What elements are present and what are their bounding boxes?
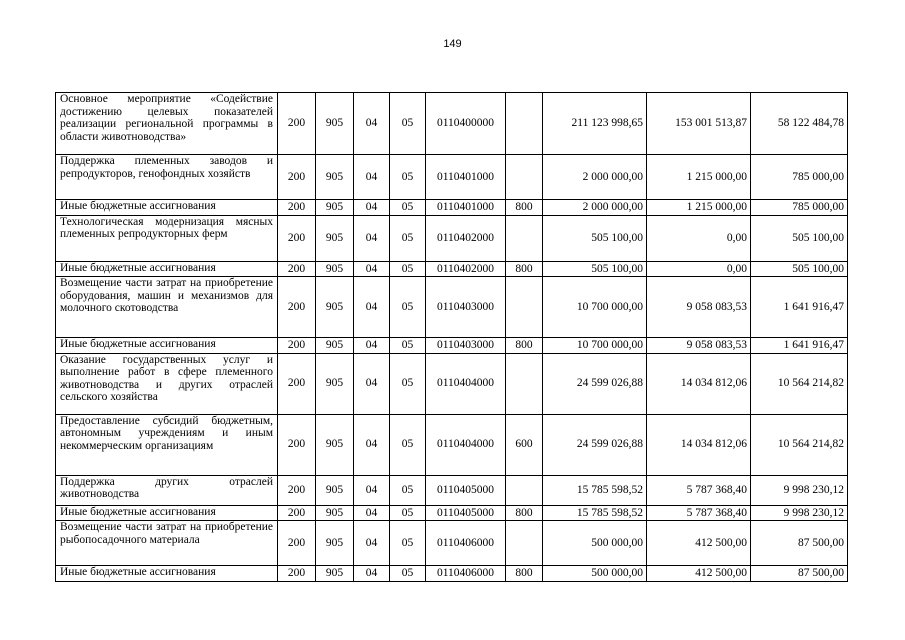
amount-remaining-cell: 58 122 484,78 [751,93,848,155]
subsection-code-cell: 05 [390,353,426,414]
amount-approved-cell: 2 000 000,00 [543,200,647,216]
amount-executed-cell: 0,00 [647,215,751,261]
amount-approved-cell: 24 599 026,88 [543,414,647,475]
status-code-cell: 200 [278,277,316,338]
section-code-cell: 04 [354,215,390,261]
row-name-cell: Поддержка других отраслей животноводства [56,475,278,505]
section-code-cell: 04 [354,505,390,521]
subsection-code-cell: 05 [390,521,426,566]
target-article-cell: 0110406000 [426,566,506,582]
target-article-cell: 0110404000 [426,414,506,475]
row-name-cell: Возмещение части затрат на приобретение оборудования, машин и механизмов для молочного скотоводства [56,277,278,338]
amount-remaining-cell: 87 500,00 [751,566,848,582]
target-article-cell: 0110402000 [426,215,506,261]
subsection-code-cell: 05 [390,261,426,277]
amount-remaining-cell: 9 998 230,12 [751,475,848,505]
status-code-cell: 200 [278,200,316,216]
section-code-cell: 04 [354,155,390,200]
status-code-cell: 200 [278,475,316,505]
amount-remaining-cell: 505 100,00 [751,215,848,261]
status-code-cell: 200 [278,338,316,354]
amount-approved-cell: 10 700 000,00 [543,338,647,354]
table-row [56,353,848,414]
ministry-code-cell: 905 [316,155,354,200]
amount-executed-cell: 412 500,00 [647,566,751,582]
expense-type-cell [506,353,543,414]
section-code-cell: 04 [354,353,390,414]
expense-type-cell [506,93,543,155]
ministry-code-cell: 905 [316,338,354,354]
target-article-cell: 0110404000 [426,353,506,414]
subsection-code-cell: 05 [390,414,426,475]
amount-executed-cell: 1 215 000,00 [647,155,751,200]
subsection-code-cell: 05 [390,277,426,338]
row-name-cell: Оказание государственных услуг и выполнение работ в сфере племенного животноводства и других отраслей сельского хозяйства [56,353,278,414]
row-name-cell: Технологическая модернизация мясных племенных репродукторных ферм [56,215,278,261]
amount-executed-cell: 412 500,00 [647,521,751,566]
table-body [56,93,848,582]
ministry-code-cell: 905 [316,277,354,338]
table-row [56,261,848,277]
subsection-code-cell: 05 [390,475,426,505]
row-name-cell: Возмещение части затрат на приобретение рыбопосадочного материала [56,521,278,566]
row-name-cell: Поддержка племенных заводов и репродукторов, генофондных хозяйств [56,155,278,200]
expense-type-cell [506,521,543,566]
expense-type-cell: 800 [506,505,543,521]
ministry-code-cell: 905 [316,475,354,505]
amount-remaining-cell: 10 564 214,82 [751,353,848,414]
amount-approved-cell: 15 785 598,52 [543,505,647,521]
subsection-code-cell: 05 [390,200,426,216]
budget-table [55,92,848,582]
ministry-code-cell: 905 [316,414,354,475]
section-code-cell: 04 [354,566,390,582]
amount-executed-cell: 1 215 000,00 [647,200,751,216]
row-name-cell: Иные бюджетные ассигнования [56,338,278,354]
subsection-code-cell: 05 [390,566,426,582]
target-article-cell: 0110400000 [426,93,506,155]
table-row [56,155,848,200]
status-code-cell: 200 [278,93,316,155]
amount-remaining-cell: 1 641 916,47 [751,277,848,338]
expense-type-cell [506,215,543,261]
target-article-cell: 0110403000 [426,338,506,354]
expense-type-cell: 800 [506,338,543,354]
section-code-cell: 04 [354,521,390,566]
section-code-cell: 04 [354,414,390,475]
table-row [56,414,848,475]
amount-approved-cell: 2 000 000,00 [543,155,647,200]
amount-executed-cell: 5 787 368,40 [647,505,751,521]
amount-executed-cell: 153 001 513,87 [647,93,751,155]
expense-type-cell: 800 [506,566,543,582]
target-article-cell: 0110403000 [426,277,506,338]
ministry-code-cell: 905 [316,261,354,277]
amount-remaining-cell: 785 000,00 [751,200,848,216]
ministry-code-cell: 905 [316,566,354,582]
amount-approved-cell: 500 000,00 [543,521,647,566]
target-article-cell: 0110405000 [426,475,506,505]
amount-approved-cell: 500 000,00 [543,566,647,582]
section-code-cell: 04 [354,338,390,354]
ministry-code-cell: 905 [316,521,354,566]
target-article-cell: 0110405000 [426,505,506,521]
subsection-code-cell: 05 [390,155,426,200]
status-code-cell: 200 [278,155,316,200]
row-name-cell: Иные бюджетные ассигнования [56,505,278,521]
status-code-cell: 200 [278,353,316,414]
target-article-cell: 0110401000 [426,155,506,200]
target-article-cell: 0110401000 [426,200,506,216]
amount-approved-cell: 505 100,00 [543,261,647,277]
ministry-code-cell: 905 [316,93,354,155]
status-code-cell: 200 [278,261,316,277]
table-row [56,505,848,521]
ministry-code-cell: 905 [316,353,354,414]
table-row [56,93,848,155]
amount-approved-cell: 505 100,00 [543,215,647,261]
section-code-cell: 04 [354,277,390,338]
amount-executed-cell: 14 034 812,06 [647,414,751,475]
subsection-code-cell: 05 [390,215,426,261]
table-row [56,521,848,566]
subsection-code-cell: 05 [390,93,426,155]
status-code-cell: 200 [278,505,316,521]
amount-remaining-cell: 1 641 916,47 [751,338,848,354]
table-row [56,566,848,582]
table-row [56,215,848,261]
table-row [56,338,848,354]
ministry-code-cell: 905 [316,215,354,261]
ministry-code-cell: 905 [316,200,354,216]
amount-executed-cell: 9 058 083,53 [647,277,751,338]
table-row [56,200,848,216]
row-name-cell: Иные бюджетные ассигнования [56,566,278,582]
subsection-code-cell: 05 [390,505,426,521]
row-name-cell: Предоставление субсидий бюджетным, автономным учреждениям и иным некоммерческим организациям [56,414,278,475]
amount-remaining-cell: 9 998 230,12 [751,505,848,521]
table-row [56,277,848,338]
expense-type-cell: 600 [506,414,543,475]
subsection-code-cell: 05 [390,338,426,354]
amount-approved-cell: 211 123 998,65 [543,93,647,155]
section-code-cell: 04 [354,261,390,277]
status-code-cell: 200 [278,521,316,566]
expense-type-cell [506,475,543,505]
amount-approved-cell: 10 700 000,00 [543,277,647,338]
page-number: 149 [443,38,462,50]
section-code-cell: 04 [354,475,390,505]
amount-executed-cell: 9 058 083,53 [647,338,751,354]
row-name-cell: Иные бюджетные ассигнования [56,261,278,277]
expense-type-cell [506,155,543,200]
ministry-code-cell: 905 [316,505,354,521]
amount-executed-cell: 14 034 812,06 [647,353,751,414]
section-code-cell: 04 [354,200,390,216]
amount-executed-cell: 5 787 368,40 [647,475,751,505]
amount-approved-cell: 24 599 026,88 [543,353,647,414]
amount-approved-cell: 15 785 598,52 [543,475,647,505]
status-code-cell: 200 [278,414,316,475]
amount-remaining-cell: 505 100,00 [751,261,848,277]
status-code-cell: 200 [278,215,316,261]
amount-executed-cell: 0,00 [647,261,751,277]
section-code-cell: 04 [354,93,390,155]
row-name-cell: Основное мероприятие «Содействие достижению целевых показателей реализации региональной программы в области животноводства» [56,93,278,155]
expense-type-cell: 800 [506,200,543,216]
row-name-cell: Иные бюджетные ассигнования [56,200,278,216]
target-article-cell: 0110406000 [426,521,506,566]
expense-type-cell [506,277,543,338]
target-article-cell: 0110402000 [426,261,506,277]
amount-remaining-cell: 785 000,00 [751,155,848,200]
expense-type-cell: 800 [506,261,543,277]
amount-remaining-cell: 10 564 214,82 [751,414,848,475]
status-code-cell: 200 [278,566,316,582]
table-row [56,475,848,505]
amount-remaining-cell: 87 500,00 [751,521,848,566]
